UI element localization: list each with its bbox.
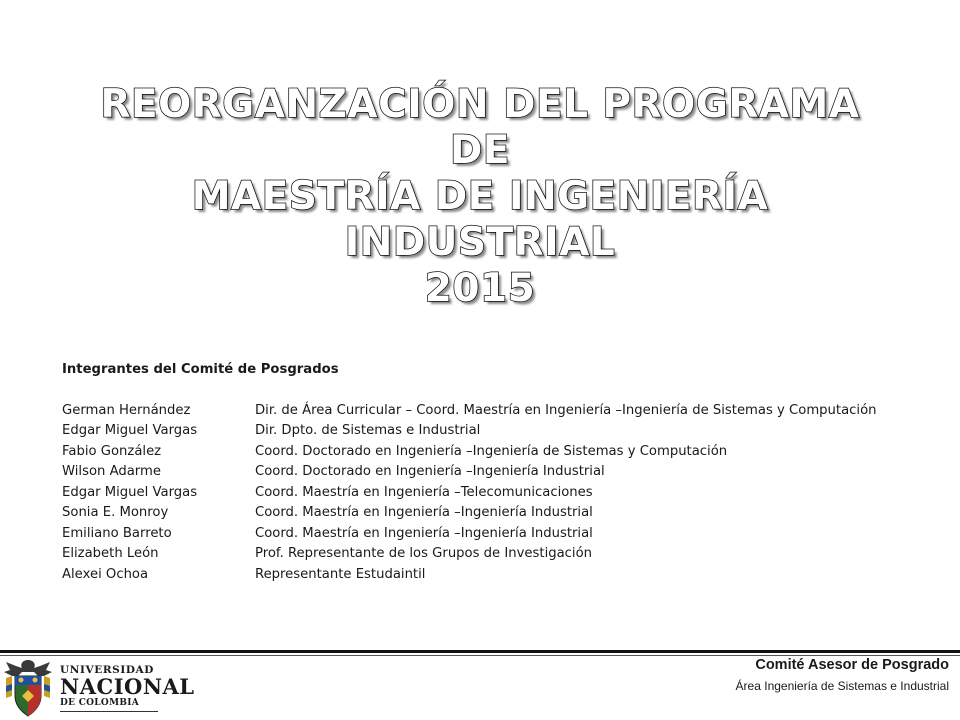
slide-title-line-2: MAESTRÍA DE INGENIERÍA INDUSTRIAL <box>191 174 769 265</box>
member-name: Fabio González <box>62 443 162 459</box>
member-name: Elizabeth León <box>62 546 159 561</box>
member-row <box>62 483 942 504</box>
footer-title: Comité Asesor de Posgrado <box>755 657 949 673</box>
logo-underline <box>60 711 158 712</box>
member-role: Coord. Doctorado en Ingeniería –Ingeniería de Sistemas y Computación <box>255 443 728 459</box>
member-name: Emiliano Barreto <box>62 525 172 541</box>
logo-line-1: UNIVERSIDAD <box>60 664 154 676</box>
member-row <box>62 524 942 545</box>
member-role: Coord. Maestría en Ingeniería –Ingeniería Industrial <box>255 505 593 520</box>
member-role: Dir. Dpto. de Sistemas e Industrial <box>255 423 481 438</box>
member-role: Coord. Maestría en Ingeniería –Telecomunicaciones <box>255 484 593 500</box>
member-row <box>62 503 942 524</box>
member-role: Dir. de Área Curricular – Coord. Maestría en Ingeniería –Ingeniería de Sistemas y Computación <box>255 402 877 418</box>
university-logo-text <box>60 664 195 712</box>
committee-heading: Integrantes del Comité de Posgrados <box>62 362 339 377</box>
member-name: Edgar Miguel Vargas <box>62 423 198 438</box>
member-role: Representante Estudaintil <box>255 566 426 582</box>
member-role: Prof. Representante de los Grupos de Investigación <box>255 546 593 561</box>
member-name: Alexei Ochoa <box>62 566 149 582</box>
member-row <box>62 462 942 483</box>
member-name: German Hernández <box>62 402 191 418</box>
member-row <box>62 421 942 442</box>
member-row <box>62 565 942 586</box>
member-row <box>62 401 942 422</box>
member-role: Coord. Doctorado en Ingeniería –Ingeniería Industrial <box>255 464 605 479</box>
university-crest-icon <box>2 656 54 720</box>
slide-title-line-3: 2015 <box>424 266 536 311</box>
member-row <box>62 442 942 463</box>
slide-title <box>80 82 880 312</box>
footer-divider-thick <box>0 650 960 653</box>
logo-line-3: DE COLOMBIA <box>60 698 140 708</box>
university-logo <box>0 656 195 720</box>
member-name: Edgar Miguel Vargas <box>62 484 198 500</box>
committee-list <box>62 360 942 585</box>
member-row <box>62 544 942 565</box>
footer-info <box>736 656 949 694</box>
footer-subtitle: Área Ingeniería de Sistemas e Industrial <box>735 679 949 693</box>
logo-line-2: NACIONAL <box>60 674 195 699</box>
member-name: Wilson Adarme <box>62 464 161 479</box>
member-name: Sonia E. Monroy <box>62 505 169 520</box>
slide-title-line-1: REORGANZACIÓN DEL PROGRAMA DE <box>100 82 860 173</box>
member-role: Coord. Maestría en Ingeniería –Ingeniería Industrial <box>255 525 593 541</box>
